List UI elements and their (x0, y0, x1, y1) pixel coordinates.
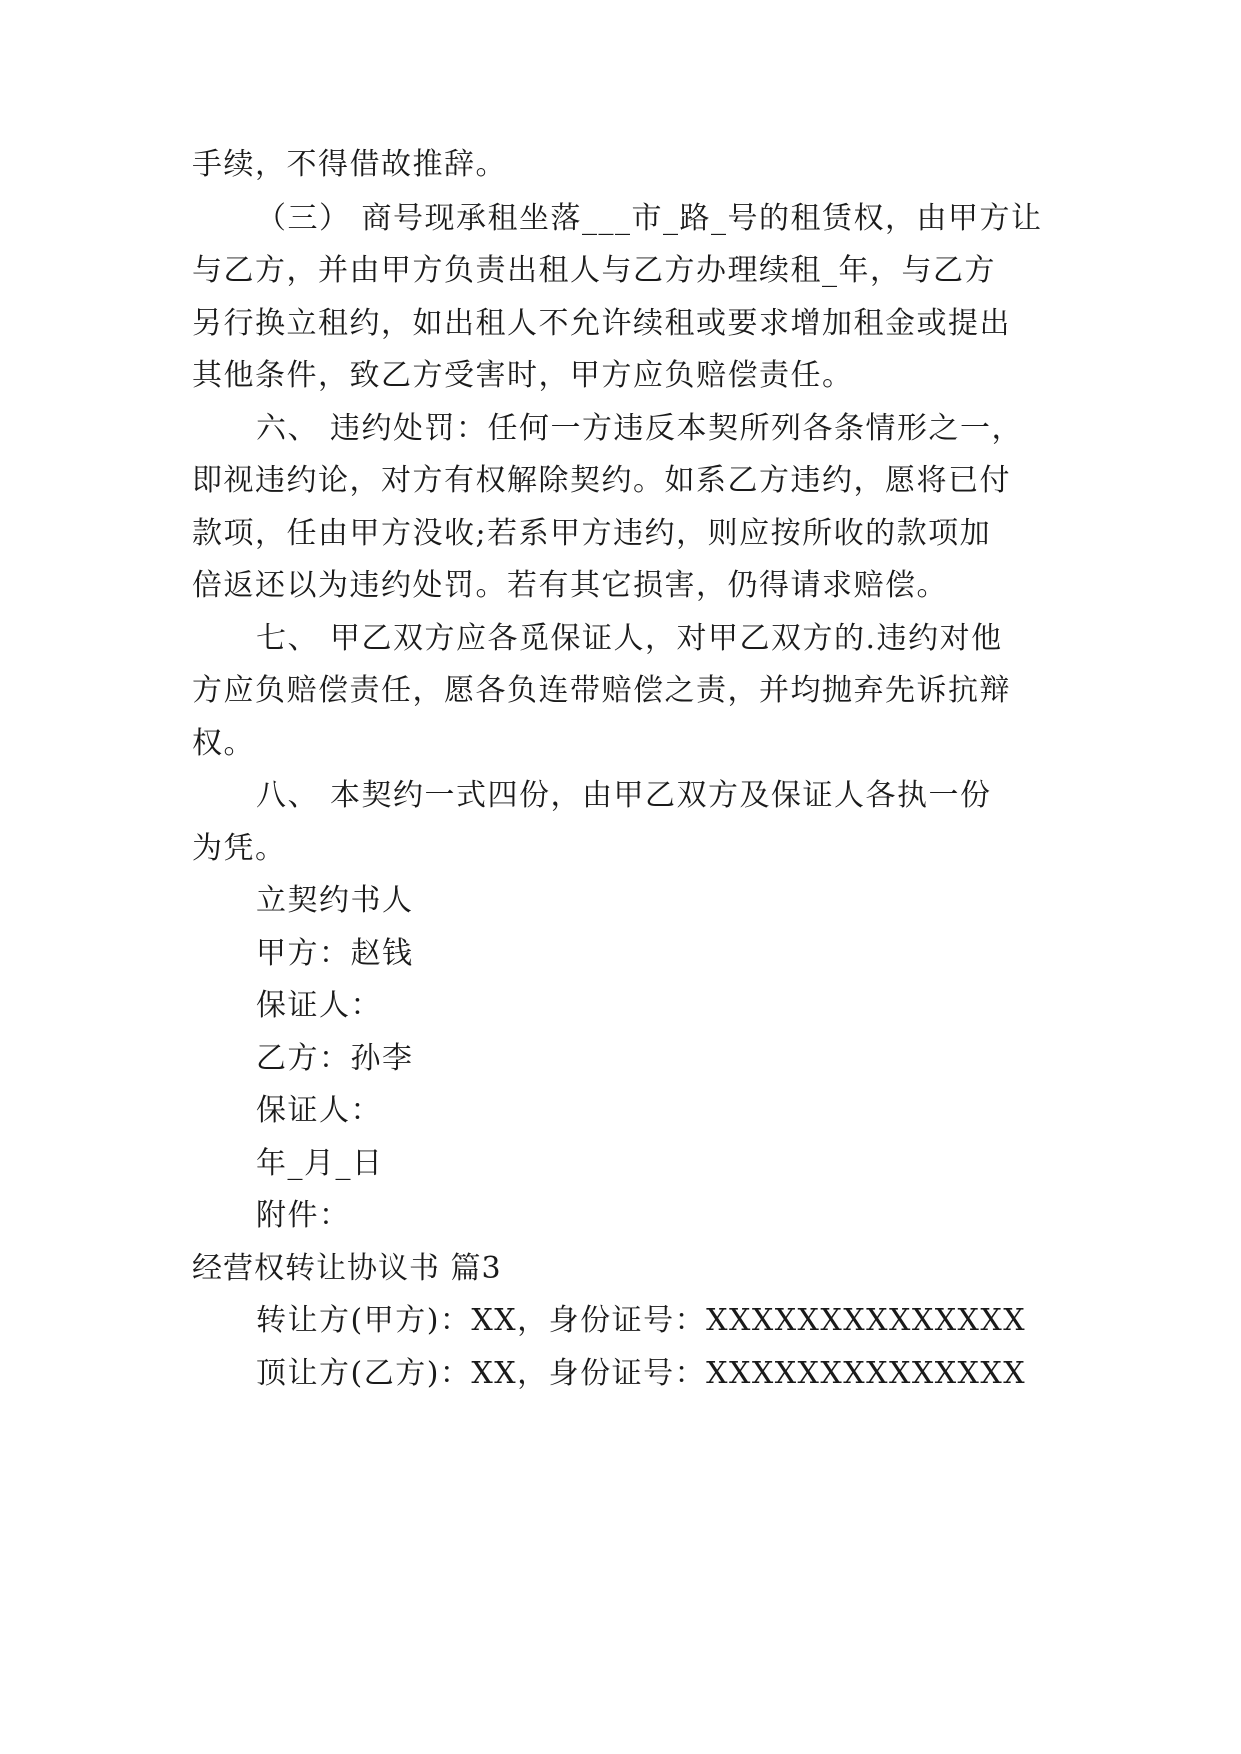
text-line: 年_月_日 (256, 1146, 384, 1181)
text-line: 倍返还以为违约处罚。若有其它损害，仍得请求赔偿。 (192, 568, 948, 603)
text-line: 其他条件，致乙方受害时，甲方应负赔偿责任。 (192, 358, 854, 393)
text-line: 顶让方(乙方)：XX，身份证号：XXXXXXXXXXXXXX (256, 1356, 1027, 1391)
text-line: 为凭。 (192, 831, 287, 866)
text-line: 附件： (256, 1198, 351, 1233)
text-line: 手续，不得借故推辞。 (192, 147, 507, 182)
text-line: 与乙方，并由甲方负责出租人与乙方办理续租_年，与乙方 (192, 253, 996, 288)
section-heading: 经营权转让协议书 篇3 (192, 1251, 502, 1286)
text-line: 甲方：赵钱 (256, 936, 414, 971)
text-line: 权。 (192, 726, 255, 761)
text-line: 六、 违约处罚：任何一方违反本契所列各条情形之一， (256, 411, 1024, 446)
text-line: 保证人： (256, 1093, 382, 1128)
text-line: 款项，任由甲方没收;若系甲方违约，则应按所收的款项加 (192, 516, 992, 551)
text-line: 乙方：孙李 (256, 1041, 414, 1076)
text-line: 另行换立租约，如出租人不允许续租或要求增加租金或提出 (192, 306, 1011, 341)
text-line: 即视违约论，对方有权解除契约。如系乙方违约，愿将已付 (192, 463, 1011, 498)
text-line: 八、 本契约一式四份，由甲乙双方及保证人各执一份 (256, 778, 992, 813)
text-line: 保证人： (256, 988, 382, 1023)
text-line: 立契约书人 (256, 883, 414, 918)
text-line: 七、 甲乙双方应各觅保证人，对甲乙双方的.违约对他 (256, 621, 1003, 656)
text-line: 转让方(甲方)：XX，身份证号：XXXXXXXXXXXXXX (256, 1303, 1027, 1338)
text-line: 方应负赔偿责任，愿各负连带赔偿之责，并均抛弃先诉抗辩 (192, 673, 1011, 708)
text-line: （三） 商号现承租坐落___市_路_号的租赁权，由甲方让 (256, 201, 1043, 236)
